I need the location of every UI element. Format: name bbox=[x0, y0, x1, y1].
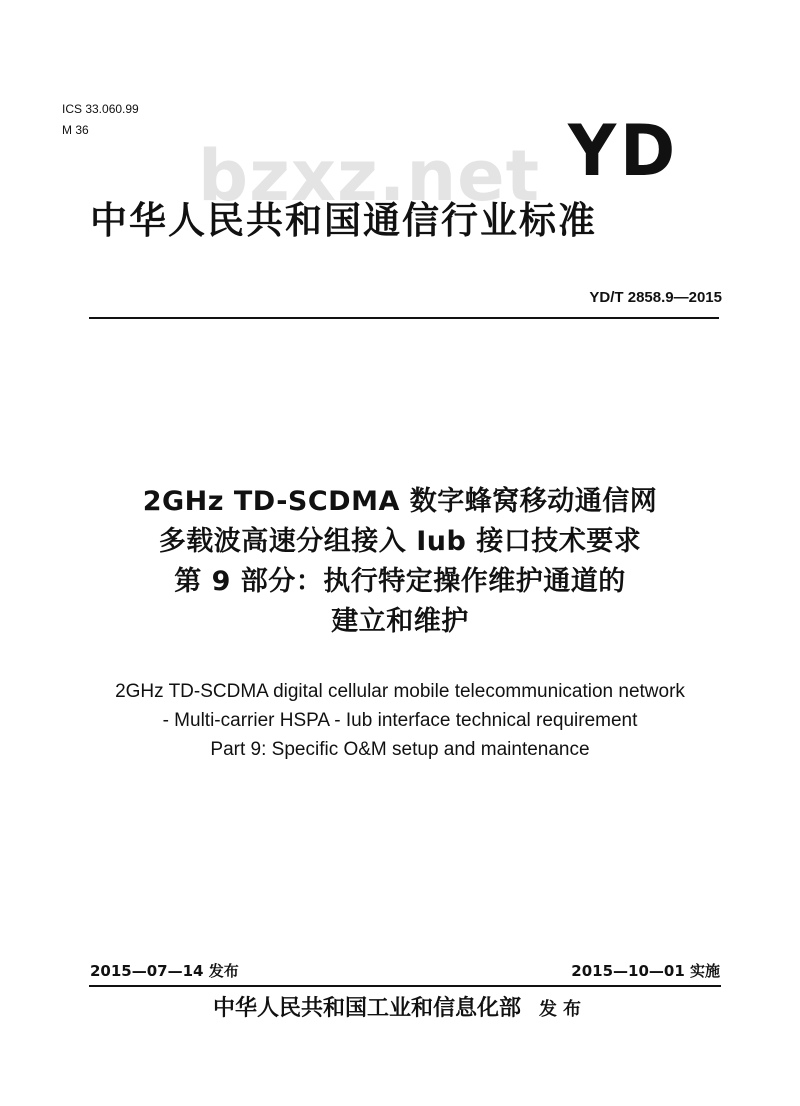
en-title-line: Part 9: Specific O&M setup and maintenance bbox=[210, 739, 590, 760]
watermark-text: bzxz.net bbox=[198, 135, 541, 217]
authority-title: 中华人民共和国通信行业标准 bbox=[90, 199, 597, 242]
issuer-name: 中华人民共和国工业和信息化部 bbox=[212, 995, 521, 1021]
implement-date: 2015—10—01 实施 bbox=[571, 962, 720, 980]
classification-code: M 36 bbox=[62, 123, 89, 137]
cn-title-line: 建立和维护 bbox=[331, 606, 469, 637]
issuer-line bbox=[0, 993, 800, 1025]
cn-title-line: 2GHz TD-SCDMA 数字蜂窝移动通信网 bbox=[142, 486, 658, 517]
chinese-title bbox=[40, 482, 760, 642]
english-title bbox=[40, 677, 760, 764]
issuer-verb: 发布 bbox=[539, 999, 587, 1020]
cn-title-line: 多载波高速分组接入 Iub 接口技术要求 bbox=[158, 526, 642, 557]
footer-divider bbox=[89, 985, 721, 987]
cn-title-line: 第 9 部分：执行特定操作维护通道的 bbox=[174, 566, 626, 597]
header-divider bbox=[89, 317, 719, 319]
publish-date: 2015—07—14 发布 bbox=[90, 962, 239, 980]
ics-code: ICS 33.060.99 bbox=[62, 102, 139, 116]
yd-logo: YD bbox=[568, 110, 679, 192]
en-title-line: - Multi-carrier HSPA - Iub interface technical requirement bbox=[162, 710, 638, 731]
en-title-line: 2GHz TD-SCDMA digital cellular mobile telecommunication network bbox=[115, 681, 685, 702]
standard-number: YD/T 2858.9—2015 bbox=[589, 289, 722, 306]
